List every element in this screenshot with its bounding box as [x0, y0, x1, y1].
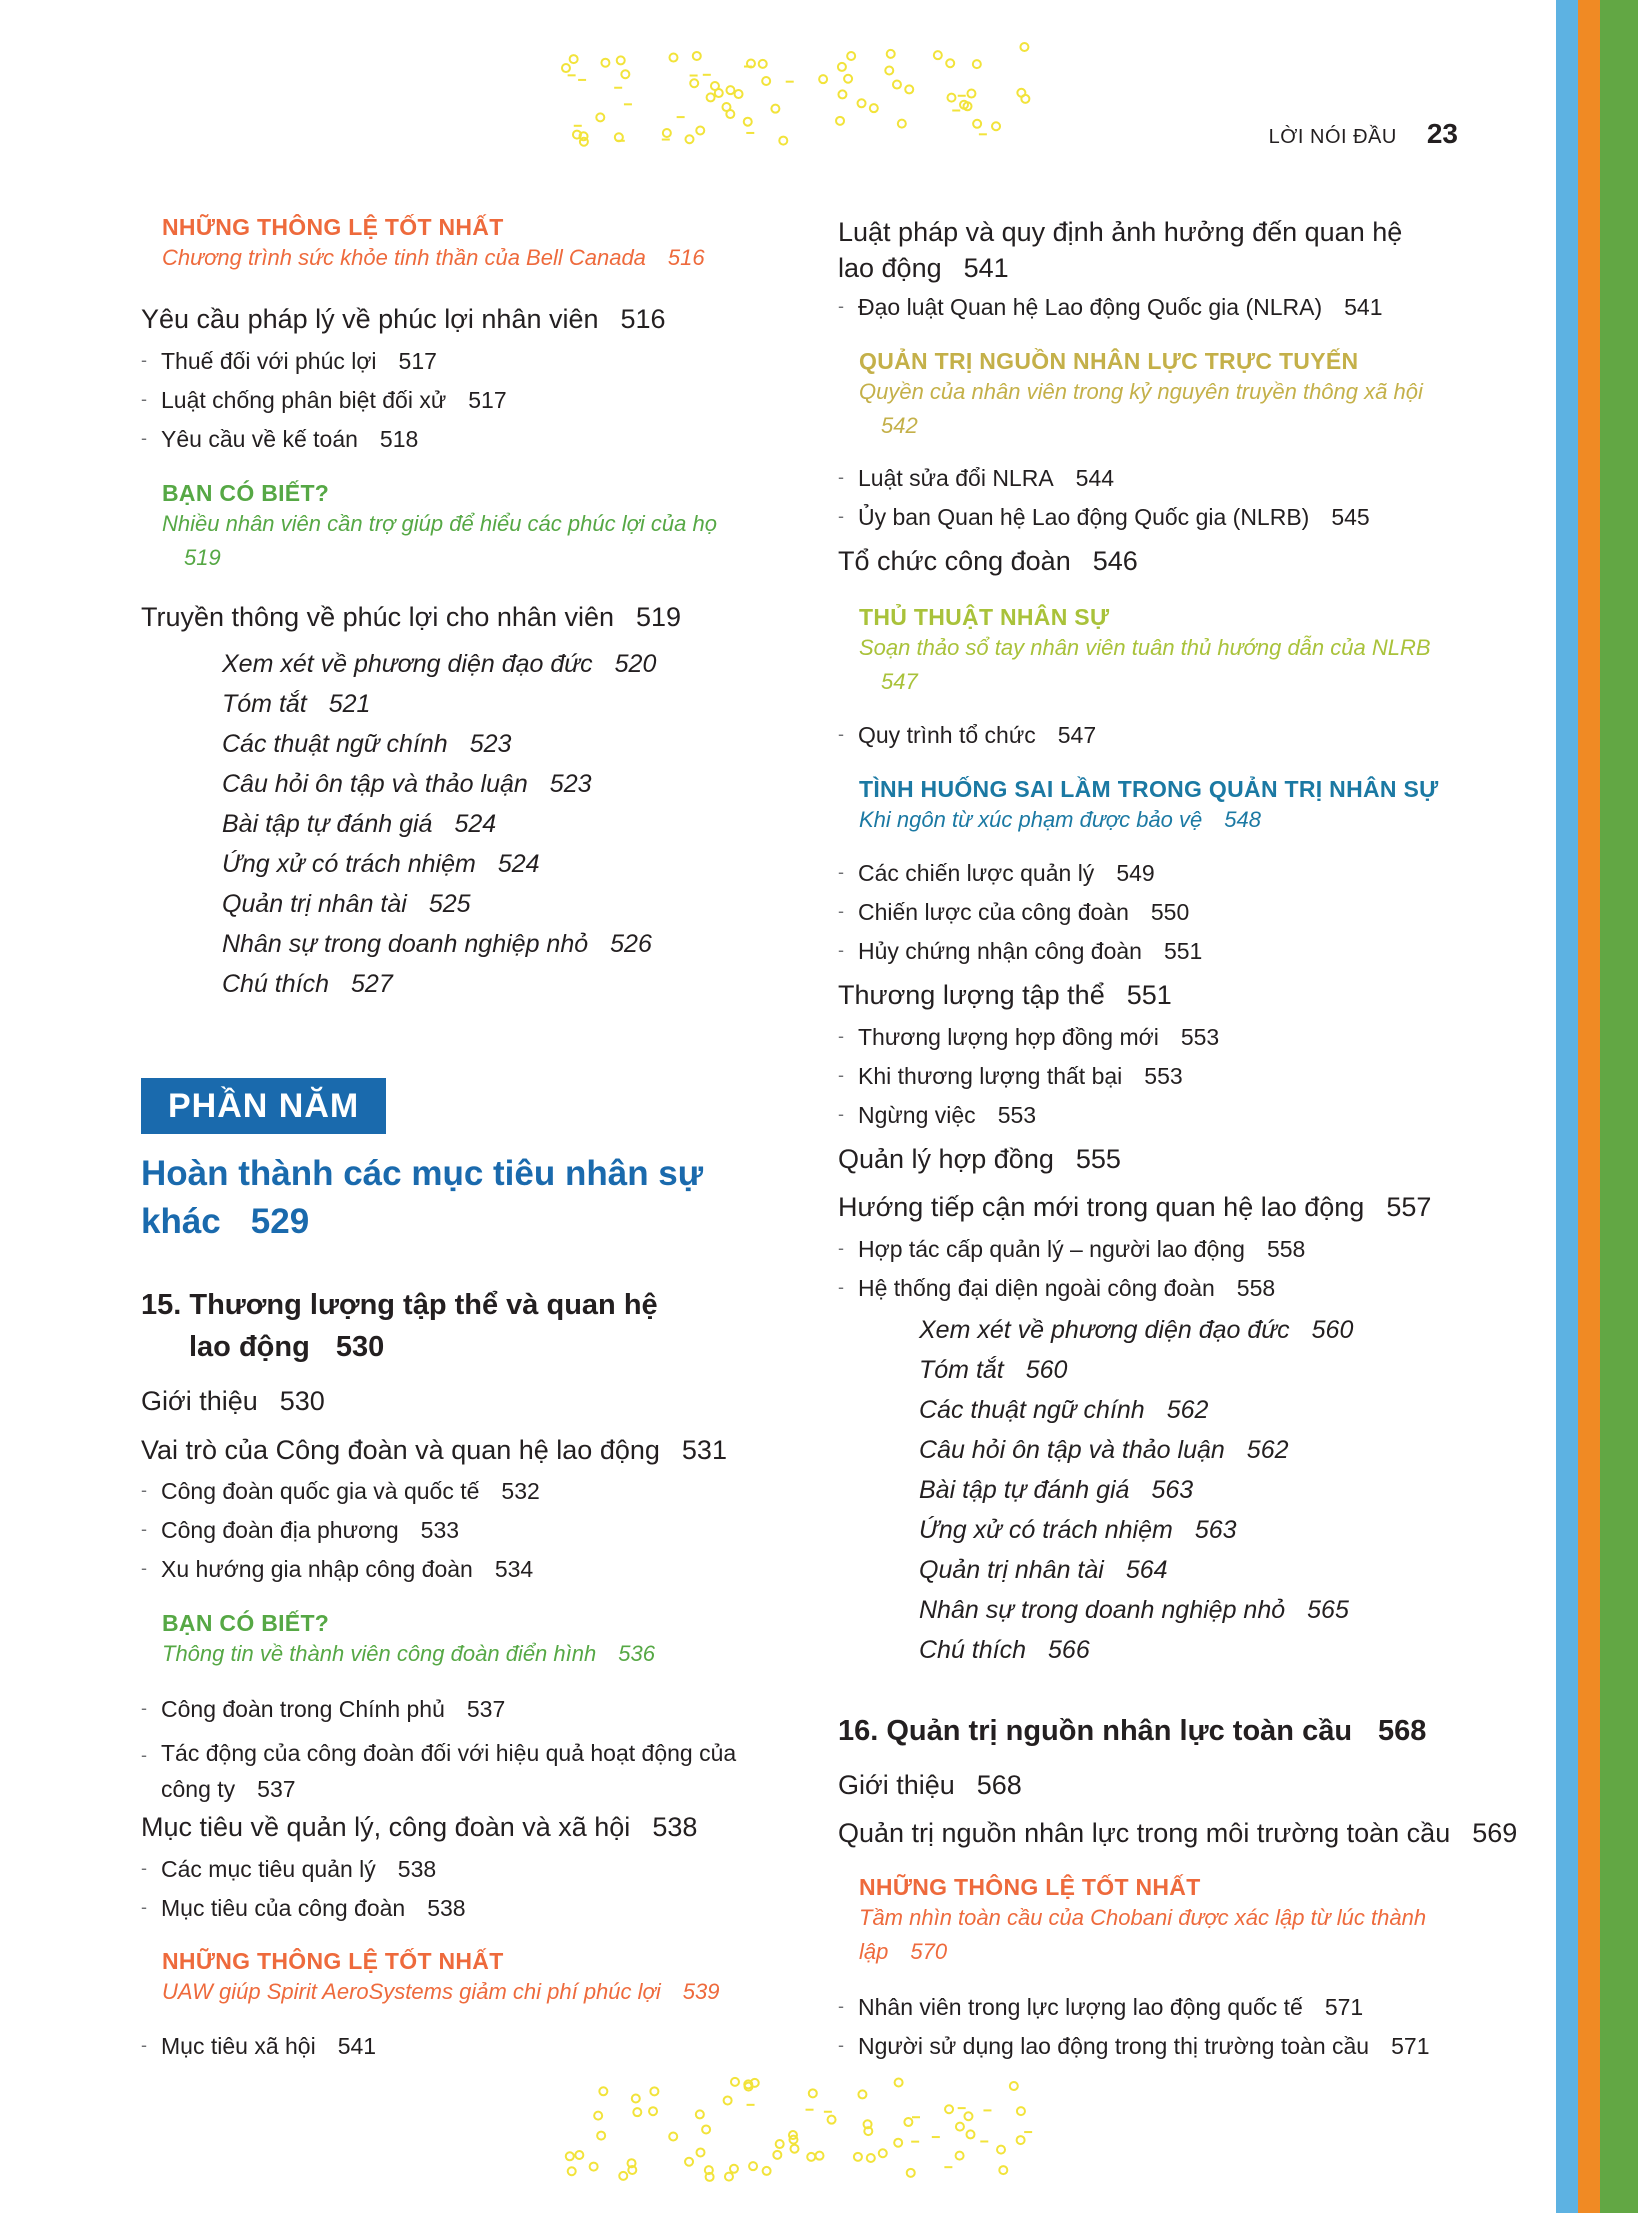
decorative-dot — [730, 2165, 738, 2173]
decorative-dot — [650, 2087, 658, 2095]
decorative-dot — [1017, 2136, 1025, 2144]
decorative-dot — [999, 2166, 1007, 2174]
decorative-dot — [858, 2090, 866, 2098]
decorative-dot — [596, 113, 604, 121]
toc-subsection-entry[interactable]: - Mục tiêu của công đoàn 538 — [141, 1895, 466, 1922]
decorative-dot — [696, 127, 704, 135]
decorative-dot — [725, 2173, 733, 2181]
decorative-dot — [858, 99, 866, 107]
decorative-dot — [707, 93, 715, 101]
decorative-dot — [836, 117, 844, 125]
decorative-dot — [967, 90, 975, 98]
decorative-dot — [762, 77, 770, 85]
decorative-dot — [722, 103, 730, 111]
sidebar-feature-box: NHỮNG THÔNG LỆ TỐT NHẤT Tầm nhìn toàn cầu của Chobani được xác lập từ lúc thành lập 570 — [859, 1874, 1427, 1964]
decorative-dot — [726, 86, 734, 94]
decorative-dot — [879, 2149, 887, 2157]
decorative-dot — [966, 2130, 974, 2138]
decorative-dot — [844, 75, 852, 83]
decorative-dot — [575, 2151, 583, 2159]
toc-subsection-entry[interactable]: - Hệ thống đại diện ngoài công đoàn 558 — [838, 1275, 1275, 1302]
toc-subsection-entry[interactable]: - Đạo luật Quan hệ Lao động Quốc gia (NLRA) 541 — [838, 294, 1383, 321]
toc-section-entry[interactable]: Hướng tiếp cận mới trong quan hệ lao động 557 — [838, 1192, 1432, 1222]
decorative-dot — [562, 64, 570, 72]
toc-subsection-entry[interactable]: - Hợp tác cấp quản lý – người lao động 558 — [838, 1236, 1305, 1263]
sidebar-feature-box: TÌNH HUỐNG SAI LẦM TRONG QUẢN TRỊ NHÂN SỰ Khi ngôn từ xúc phạm được bảo vệ 548 — [859, 776, 1439, 832]
toc-subsection-entry[interactable]: - Người sử dụng lao động trong thị trường toàn cầu 571 — [838, 2033, 1429, 2060]
toc-section-entry[interactable]: Vai trò của Công đoàn và quan hệ lao động 531 — [141, 1435, 727, 1465]
toc-section-entry[interactable]: Quản lý hợp đồng 555 — [838, 1144, 1121, 1174]
decorative-dot — [702, 2125, 710, 2133]
decorative-dot — [934, 51, 942, 59]
toc-section-entry[interactable]: Giới thiệu 530 — [141, 1386, 325, 1416]
box-subtitle: Nhiều nhân viên cần trợ giúp để hiểu các phúc lợi của họ519 — [162, 511, 717, 570]
decorative-dot — [649, 2107, 657, 2115]
chapter-heading[interactable]: 15. Thương lượng tập thể và quan hệ lao động 530 — [141, 1289, 658, 1363]
decorative-dot — [566, 2152, 574, 2160]
decorative-dot — [617, 56, 625, 64]
toc-endmatter-entry[interactable]: Tóm tắt 560 — [919, 1356, 1068, 1384]
decorative-dot — [1021, 95, 1029, 103]
stripe-green — [1600, 0, 1638, 2213]
decorative-dot — [1017, 2107, 1025, 2115]
sidebar-feature-box: QUẢN TRỊ NGUỒN NHÂN LỰC TRỰC TUYẾN Quyền của nhân viên trong kỷ nguyên truyền thông xã hội542 — [859, 348, 1423, 438]
toc-endmatter-entry[interactable]: Bài tập tự đánh giá 563 — [919, 1476, 1194, 1504]
sidebar-feature-box: BẠN CÓ BIẾT? Thông tin về thành viên công đoàn điển hình 536 — [162, 1610, 655, 1666]
decorative-dot — [847, 52, 855, 60]
section-title: Yêu cầu pháp lý về phúc lợi nhân viên — [141, 304, 599, 334]
decorative-dot — [946, 59, 954, 67]
decorative-dot — [693, 52, 701, 60]
decorative-dot — [776, 2140, 784, 2148]
decorative-dot — [816, 2152, 824, 2160]
toc-endmatter-entry[interactable]: Xem xét về phương diện đạo đức 560 — [919, 1316, 1354, 1344]
decorative-dot — [819, 75, 827, 83]
decorative-dot — [749, 2162, 757, 2170]
decorative-dot — [997, 2146, 1005, 2154]
box-subtitle: Chương trình sức khỏe tinh thần của Bell Canada 516 — [162, 245, 705, 270]
toc-section-entry[interactable]: Mục tiêu về quản lý, công đoàn và xã hội 538 — [141, 1812, 698, 1842]
toc-subsection-entry[interactable]: - Các chiến lược quản lý 549 — [838, 860, 1155, 887]
decorative-dot — [838, 90, 846, 98]
decorative-dot — [568, 2167, 576, 2175]
toc-section-entry[interactable]: Truyền thông về phúc lợi cho nhân viên 519 — [141, 602, 682, 632]
toc-subsection-entry[interactable]: - Hủy chứng nhận công đoàn 551 — [838, 938, 1202, 965]
decorative-dot — [945, 2105, 953, 2113]
decorative-dot — [854, 2153, 862, 2161]
toc-section-entry[interactable]: Luật pháp và quy định ảnh hưởng đến quan hệ lao động 541 — [838, 217, 1403, 283]
decorative-dot — [790, 2145, 798, 2153]
decorative-dot — [894, 2139, 902, 2147]
stripe-blue — [1556, 0, 1578, 2213]
toc-section-entry[interactable]: Tổ chức công đoàn 546 — [838, 546, 1138, 576]
page-header — [1269, 118, 1458, 150]
decorative-dot — [711, 82, 719, 90]
toc-endmatter-entry[interactable]: Câu hỏi ôn tập và thảo luận 562 — [919, 1436, 1289, 1464]
decorative-dot — [663, 129, 671, 137]
toc-section-entry[interactable]: Quản trị nguồn nhân lực trong môi trường toàn cầu 569 — [838, 1818, 1518, 1848]
decorative-dot — [690, 79, 698, 87]
toc-endmatter-entry[interactable]: Xem xét về phương diện đạo đức 520 — [222, 650, 657, 678]
decorative-dot — [759, 60, 767, 68]
running-title: LỜI NÓI ĐẦU — [1268, 126, 1397, 148]
decorative-dot — [973, 60, 981, 68]
toc-subsection-entry[interactable]: - Công đoàn quốc gia và quốc tế 532 — [141, 1478, 540, 1505]
decorative-dot — [669, 2133, 677, 2141]
toc-endmatter-entry[interactable]: Ứng xử có trách nhiệm 524 — [222, 850, 540, 878]
decorative-dot — [1020, 43, 1028, 51]
decorative-dot — [907, 2169, 915, 2177]
decorative-dot — [973, 120, 981, 128]
chapter-heading[interactable]: 16. Quản trị nguồn nhân lực toàn cầu 568 — [838, 1715, 1427, 1747]
part-label-badge: PHẦN NĂM — [141, 1078, 386, 1134]
toc-endmatter-entry[interactable]: Chú thích 566 — [919, 1636, 1090, 1664]
toc-endmatter-entry[interactable]: Quản trị nhân tài 525 — [222, 890, 471, 918]
decorative-dot — [570, 55, 578, 63]
toc-endmatter-entry[interactable]: Các thuật ngữ chính 562 — [919, 1396, 1209, 1424]
decorative-dot — [621, 70, 629, 78]
decorative-dot — [619, 2172, 627, 2180]
toc-subsection-entry[interactable]: - Các mục tiêu quản lý 538 — [141, 1856, 436, 1883]
toc-subsection-entry[interactable]: - Khi thương lượng thất bại 553 — [838, 1063, 1183, 1090]
side-color-stripes — [1536, 0, 1638, 2213]
decorative-dot — [870, 104, 878, 112]
decorative-dot — [809, 2089, 817, 2097]
toc-subsection-entry[interactable]: - Luật chống phân biệt đối xử 517 — [141, 387, 507, 414]
page-ref: 516 — [620, 304, 666, 334]
decorative-dot — [964, 2112, 972, 2120]
box-title: BẠN CÓ BIẾT? — [162, 480, 330, 506]
toc-endmatter-entry[interactable]: Các thuật ngữ chính 523 — [222, 730, 512, 758]
decorative-dot — [828, 2116, 836, 2124]
toc-section-entry[interactable] — [141, 304, 666, 335]
decorative-dot — [632, 2095, 640, 2103]
toc-subsection-entry[interactable]: - Ủy ban Quan hệ Lao động Quốc gia (NLRB) 545 — [838, 504, 1370, 531]
decorative-dot — [904, 2118, 912, 2126]
toc-subsection-entry[interactable]: - Thương lượng hợp đồng mới 553 — [838, 1024, 1219, 1051]
toc-subsection-entry[interactable]: - Chiến lược của công đoàn 550 — [838, 899, 1189, 926]
toc-section-entry[interactable]: Thương lượng tập thể 551 — [838, 980, 1172, 1010]
toc-endmatter-entry[interactable]: Quản trị nhân tài 564 — [919, 1556, 1168, 1584]
toc-subsection-entry[interactable]: - Xu hướng gia nhập công đoàn 534 — [141, 1556, 533, 1583]
toc-endmatter-entry[interactable]: Nhân sự trong doanh nghiệp nhỏ 526 — [222, 930, 652, 958]
toc-subsection-entry[interactable]: - Yêu cầu về kế toán 518 — [141, 426, 418, 453]
toc-subsection-entry[interactable]: - Mục tiêu xã hội 541 — [141, 2033, 376, 2060]
decorative-dot — [1010, 2082, 1018, 2090]
decorative-dot — [893, 81, 901, 89]
decorative-dot — [599, 2087, 607, 2095]
toc-section-entry[interactable]: Giới thiệu 568 — [838, 1770, 1022, 1800]
decorative-dot — [905, 85, 913, 93]
decorative-dot — [807, 2153, 815, 2161]
stripe-gap — [1536, 0, 1556, 2213]
toc-endmatter-entry[interactable]: Câu hỏi ôn tập và thảo luận 523 — [222, 770, 592, 798]
decorative-dot — [731, 2078, 739, 2086]
toc-subsection-entry[interactable]: - Thuế đối với phúc lợi 517 — [141, 348, 437, 375]
toc-subsection-entry[interactable]: - Nhân viên trong lực lượng lao động quốc tế 571 — [838, 1994, 1363, 2021]
toc-subsection-entry[interactable]: - Ngừng việc 553 — [838, 1102, 1036, 1129]
decorative-dot — [697, 2148, 705, 2156]
decorative-dot — [956, 2152, 964, 2160]
decorative-dot — [992, 122, 1000, 130]
decorative-dot — [601, 59, 609, 67]
decorative-dots-bottom — [555, 2075, 1045, 2185]
decorative-dot — [898, 120, 906, 128]
stripe-orange — [1578, 0, 1600, 2213]
decorative-dot — [696, 2110, 704, 2118]
decorative-dot — [885, 67, 893, 75]
toc-endmatter-entry[interactable]: Chú thích 527 — [222, 970, 393, 998]
decorative-dot — [735, 90, 743, 98]
decorative-dot — [771, 105, 779, 113]
toc-subsection-entry[interactable]: - Công đoàn địa phương 533 — [141, 1517, 459, 1544]
decorative-dot — [590, 2163, 598, 2171]
decorative-dot — [947, 94, 955, 102]
decorative-dot — [685, 135, 693, 143]
decorative-dot — [594, 2112, 602, 2120]
toc-subsection-entry[interactable]: - Quy trình tổ chức 547 — [838, 722, 1096, 749]
decorative-dot — [838, 63, 846, 71]
decorative-dot — [895, 2078, 903, 2086]
decorative-dot — [867, 2154, 875, 2162]
decorative-dot — [779, 137, 787, 145]
page-number: 23 — [1426, 118, 1458, 149]
toc-subsection-entry[interactable]: - Luật sửa đổi NLRA 544 — [838, 465, 1114, 492]
decorative-dots-top — [555, 40, 1045, 150]
decorative-dot — [597, 2132, 605, 2140]
sidebar-feature-box: NHỮNG THÔNG LỆ TỐT NHẤT UAW giúp Spirit AeroSystems giảm chi phí phúc lợi 539 — [162, 1948, 720, 2004]
decorative-dot — [669, 54, 677, 62]
box-title: NHỮNG THÔNG LỆ TỐT NHẤT — [162, 214, 504, 240]
decorative-dot — [773, 2151, 781, 2159]
part-title[interactable]: Hoàn thành các mục tiêu nhân sự khác 529 — [141, 1154, 704, 1241]
sidebar-feature-box — [162, 214, 705, 275]
decorative-dot — [685, 2158, 693, 2166]
toc-subsection-entry[interactable]: - Tác động của công đoàn đối với hiệu quả hoạt động của công ty 537 — [141, 1735, 736, 1807]
toc-endmatter-entry[interactable]: Nhân sự trong doanh nghiệp nhỏ 565 — [919, 1596, 1349, 1624]
toc-endmatter-entry[interactable]: Tóm tắt 521 — [222, 690, 371, 718]
decorative-dot — [633, 2108, 641, 2116]
decorative-dot — [887, 50, 895, 58]
sidebar-feature-box — [162, 480, 722, 575]
toc-endmatter-entry[interactable]: Ứng xử có trách nhiệm 563 — [919, 1516, 1237, 1544]
decorative-dot — [763, 2167, 771, 2175]
sidebar-feature-box: THỦ THUẬT NHÂN SỰ Soạn thảo sổ tay nhân viên tuân thủ hướng dẫn của NLRB547 — [859, 604, 1431, 694]
decorative-dot — [956, 2123, 964, 2131]
toc-subsection-entry[interactable]: - Công đoàn trong Chính phủ 537 — [141, 1696, 505, 1723]
toc-endmatter-entry[interactable]: Bài tập tự đánh giá 524 — [222, 810, 497, 838]
decorative-dot — [724, 2096, 732, 2104]
decorative-dot — [744, 118, 752, 126]
